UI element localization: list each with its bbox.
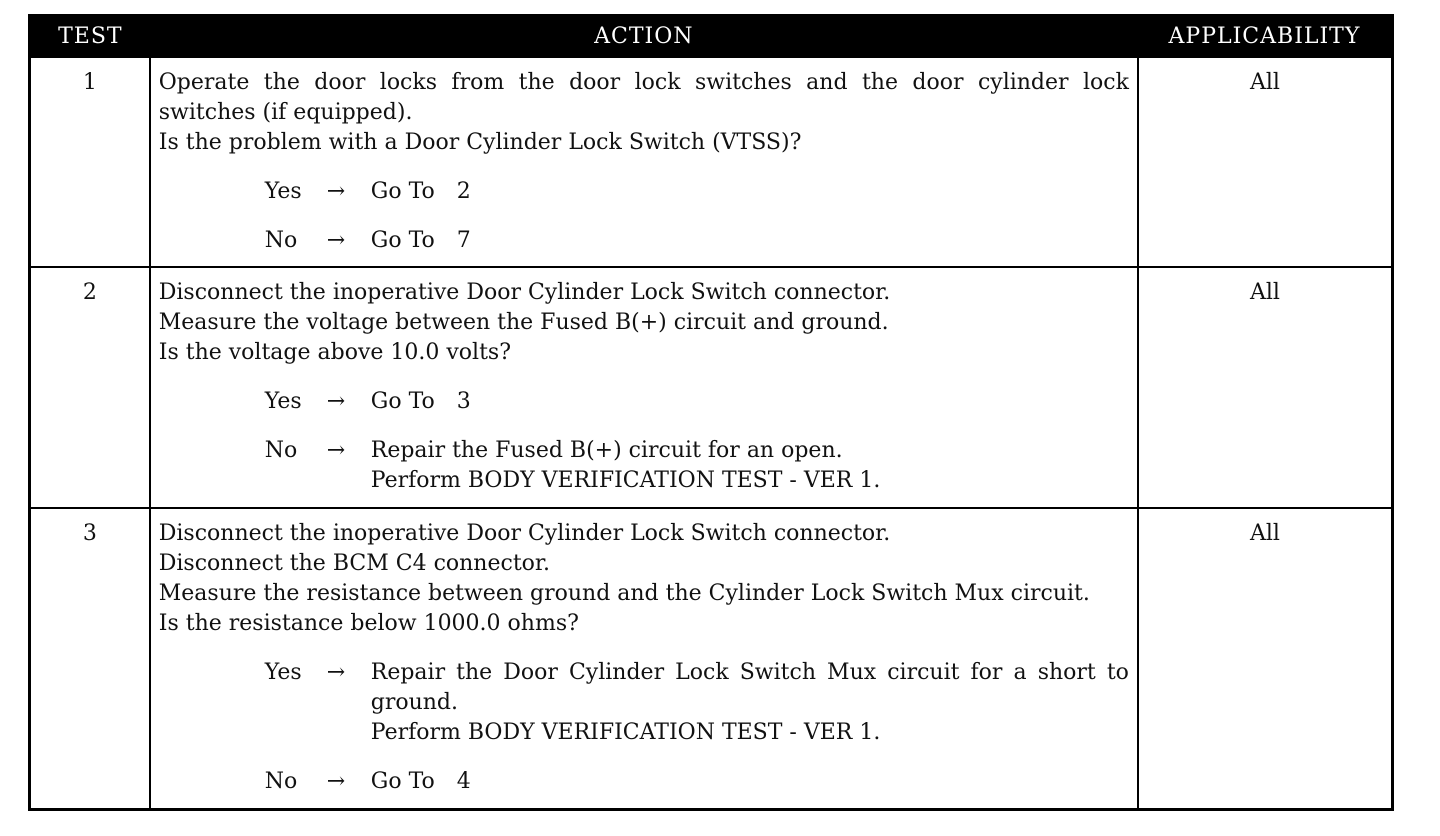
result-label: Yes bbox=[264, 179, 302, 204]
action-text bbox=[159, 68, 1129, 158]
arrow-right-icon: → bbox=[326, 769, 346, 794]
result-no bbox=[159, 226, 1129, 256]
action-line: Measure the voltage between the Fused B(+) circuit and ground. bbox=[158, 310, 889, 335]
action-line: Is the voltage above 10.0 volts? bbox=[158, 340, 512, 365]
goto-number: 3 bbox=[456, 389, 471, 414]
action-text bbox=[159, 278, 1129, 368]
action-text bbox=[159, 519, 1129, 639]
result-label: No bbox=[264, 769, 298, 794]
table-row bbox=[30, 508, 1393, 809]
action-line: Measure the resistance between ground and the Cylinder Lock Switch Mux circuit. bbox=[158, 581, 1090, 606]
diagnostic-test-table bbox=[28, 14, 1394, 811]
goto-text: Go To bbox=[370, 228, 435, 253]
action-line: Disconnect the inoperative Door Cylinder Lock Switch connector. bbox=[158, 521, 891, 546]
header-applicability: APPLICABILITY bbox=[1138, 16, 1393, 58]
goto-text: Go To bbox=[370, 389, 435, 414]
result-instructions bbox=[371, 658, 1129, 748]
result-yes bbox=[159, 387, 1129, 417]
goto-link bbox=[371, 767, 1129, 797]
goto-text: Go To bbox=[370, 769, 435, 794]
result-label: Yes bbox=[264, 389, 302, 414]
test-number: 1 bbox=[30, 57, 150, 267]
result-instructions bbox=[371, 436, 1129, 496]
header-action: ACTION bbox=[150, 16, 1138, 58]
test-number: 2 bbox=[30, 267, 150, 508]
action-line: Is the problem with a Door Cylinder Lock Switch (VTSS)? bbox=[158, 130, 802, 155]
result-label: Yes bbox=[264, 660, 302, 685]
arrow-right-icon: → bbox=[326, 228, 346, 253]
goto-number: 4 bbox=[456, 769, 471, 794]
action-line: Is the resistance below 1000.0 ohms? bbox=[158, 611, 579, 636]
action-cell bbox=[150, 508, 1138, 809]
goto-link bbox=[371, 226, 1129, 256]
arrow-right-icon: → bbox=[326, 660, 346, 685]
result-label: No bbox=[264, 228, 298, 253]
table-row bbox=[30, 57, 1393, 267]
goto-text: Go To bbox=[370, 179, 435, 204]
action-cell bbox=[150, 57, 1138, 267]
result-no bbox=[159, 767, 1129, 797]
result-yes bbox=[159, 658, 1129, 748]
action-line: Disconnect the inoperative Door Cylinder Lock Switch connector. bbox=[158, 280, 891, 305]
goto-number: 7 bbox=[456, 228, 471, 253]
arrow-right-icon: → bbox=[326, 438, 346, 463]
result-label: No bbox=[264, 438, 298, 463]
action-cell bbox=[150, 267, 1138, 508]
arrow-right-icon: → bbox=[326, 179, 346, 204]
goto-number: 2 bbox=[456, 179, 471, 204]
instruction-line: Repair the Door Cylinder Lock Switch Mux circuit for a short to ground. bbox=[370, 660, 1129, 715]
action-line: Disconnect the BCM C4 connector. bbox=[158, 551, 550, 576]
table-row bbox=[30, 267, 1393, 508]
header-test: TEST bbox=[30, 16, 150, 58]
applicability-value: All bbox=[1138, 508, 1393, 809]
instruction-line: Perform BODY VERIFICATION TEST - VER 1. bbox=[370, 468, 881, 493]
action-line: Operate the door locks from the door lock switches and the door cylinder lock switches (if equipped). bbox=[158, 70, 1129, 125]
goto-link bbox=[371, 177, 1129, 207]
goto-link bbox=[371, 387, 1129, 417]
instruction-line: Perform BODY VERIFICATION TEST - VER 1. bbox=[370, 720, 881, 745]
test-number: 3 bbox=[30, 508, 150, 809]
applicability-value: All bbox=[1138, 57, 1393, 267]
applicability-value: All bbox=[1138, 267, 1393, 508]
instruction-line: Repair the Fused B(+) circuit for an open. bbox=[370, 438, 843, 463]
table-header-row bbox=[30, 16, 1393, 58]
result-yes bbox=[159, 177, 1129, 207]
result-no bbox=[159, 436, 1129, 496]
arrow-right-icon: → bbox=[326, 389, 346, 414]
